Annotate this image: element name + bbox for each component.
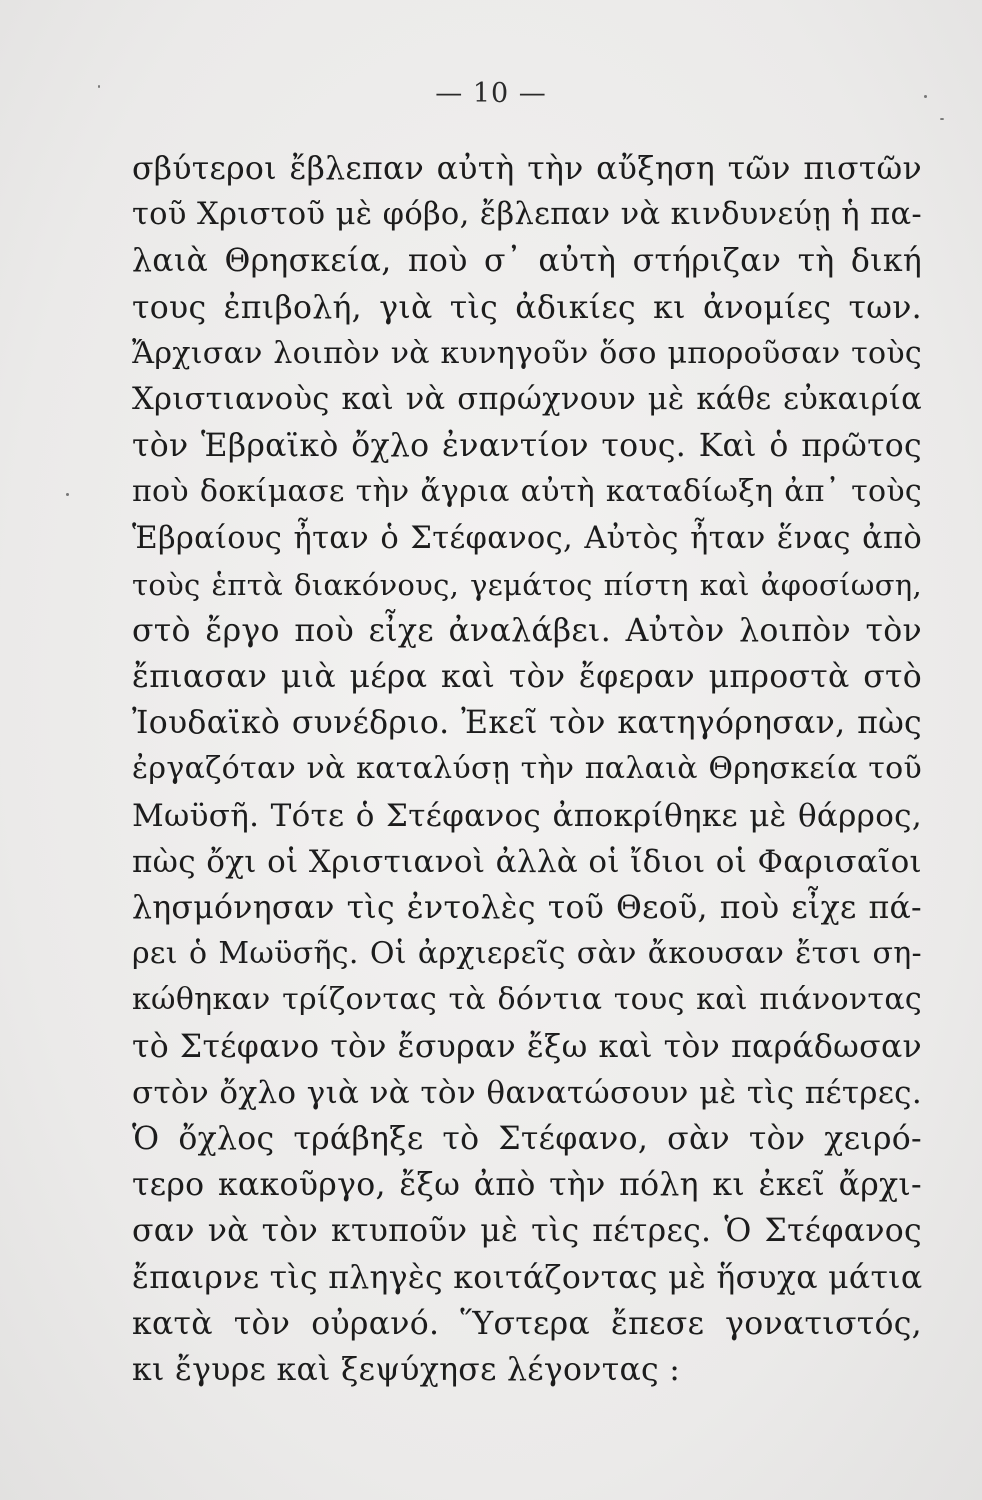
text-line: ἔπιασαν μιὰ μέρα καὶ τὸν ἔφεραν μπροστὰ στὸ [132,659,922,696]
text-line: ἔπαιρνε τὶς πληγὲς κοιτάζοντας μὲ ἥσυχα μάτια [132,1259,923,1296]
text-line: τερο κακοῦργο, ἔξω ἀπὸ τὴν πόλη κι ἐκεῖ ἄρχι- [132,1167,922,1204]
text-line: Ἰουδαϊκὸ συνέδριο. Ἐκεῖ τὸν κατηγόρησαν, πὼς [132,705,922,742]
print-speck [66,493,69,496]
text-line: τὸ Στέφανο τὸν ἔσυραν ἔξω καὶ τὸν παράδωσαν [132,1028,922,1065]
text-line: σβύτεροι ἔβλεπαν αὐτὴ τὴν αὔξηση τῶν πιστῶν [132,151,922,187]
text-line: κατὰ τὸν οὐρανό. Ὕστερα ἔπεσε γονατιστός, [132,1305,922,1342]
text-line: κι ἔγυρε καὶ ξεψύχησε λέγοντας : [132,1351,681,1388]
text-line: λαιὰ Θρησκεία, ποὺ σ᾽ αὐτὴ στήριζαν τὴ δική [132,243,922,280]
text-line: λησμόνησαν τὶς ἐντολὲς τοῦ Θεοῦ, ποὺ εἶχε πά- [132,890,922,926]
text-line: Χριστιανοὺς καὶ νὰ σπρώχνουν μὲ κάθε εὐκαιρία [132,381,922,417]
print-speck [98,85,100,88]
text-line: κώθηκαν τρίζοντας τὰ δόντια τους καὶ πιάνοντας [132,982,922,1018]
body-text [132,146,922,1393]
text-line: Ἑβραίους ἦταν ὁ Στέφανος, Αὐτὸς ἦταν ἕνας ἀπὸ [132,520,922,556]
text-line: τους ἐπιβολή, γιὰ τὶς ἀδικίες κι ἀνομίες των. [132,289,922,326]
print-speck [924,95,927,98]
text-line: τὸν Ἑβραϊκὸ ὄχλο ἐναντίον τους. Καὶ ὁ πρῶτος [132,428,922,465]
text-line: στὸν ὄχλο γιὰ νὰ τὸν θανατώσουν μὲ τὶς πέτρες. [132,1074,922,1111]
text-line: Ὁ ὄχλος τράβηξε τὸ Στέφανο, σὰν τὸν χειρό- [132,1120,922,1157]
text-line: Μωϋσῆ. Τότε ὁ Στέφανος ἀποκρίθηκε μὲ θάρρος, [132,797,922,834]
text-line: Ἄρχισαν λοιπὸν νὰ κυνηγοῦν ὅσο μποροῦσαν τοὺς [132,335,922,371]
text-line: τοῦ Χριστοῦ μὲ φόβο, ἔβλεπαν νὰ κινδυνεύῃ ἡ πα- [132,197,922,233]
text-line: στὸ ἔργο ποὺ εἶχε ἀναλάβει. Αὐτὸν λοιπὸν τὸν [132,612,922,649]
page-number: — 10 — [435,78,547,109]
text-line: τοὺς ἑπτὰ διακόνους, γεμάτος πίστη καὶ ἀφοσίωση, [132,567,922,602]
text-line: ἐργαζόταν νὰ καταλύσῃ τὴν παλαιὰ Θρησκεία τοῦ [132,751,922,787]
text-line: ποὺ δοκίμασε τὴν ἄγρια αὐτὴ καταδίωξη ἀπ᾽ τοὺς [132,474,922,510]
text-line: σαν νὰ τὸν κτυποῦν μὲ τὶς πέτρες. Ὁ Στέφανος [132,1213,922,1250]
print-speck [940,118,944,120]
text-line: πὼς ὄχι οἱ Χριστιανοὶ ἀλλὰ οἱ ἴδιοι οἱ Φαρισαῖοι [132,843,922,880]
text-line: ρει ὁ Μωϋσῆς. Οἱ ἀρχιερεῖς σὰν ἄκουσαν ἔτσι ση- [132,936,922,972]
